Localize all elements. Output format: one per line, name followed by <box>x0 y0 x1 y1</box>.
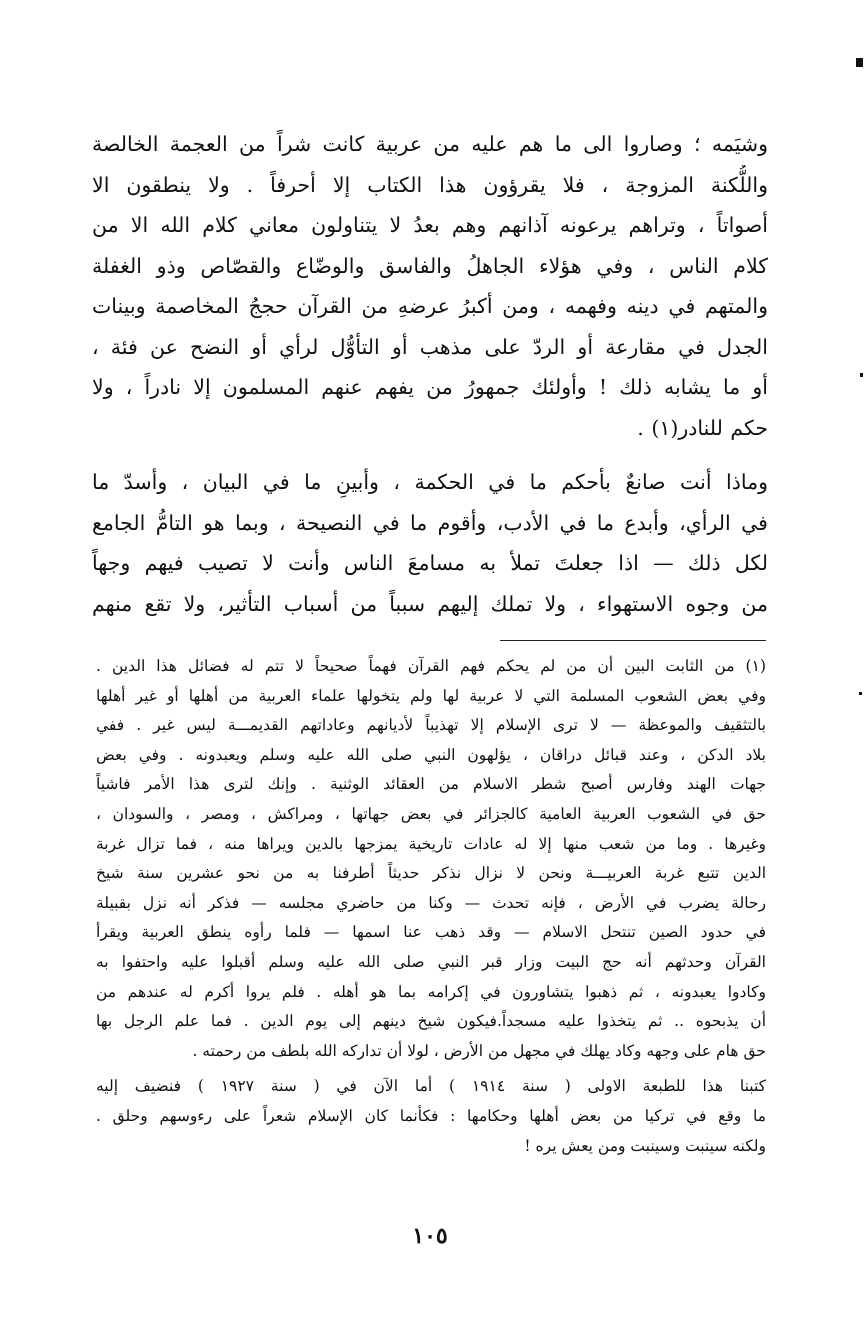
footnote-line: وفي بعض الشعوب المسلمة التي لا عربية لها ولم يتخولها علماء العربية من أهلها أو غير أهلها <box>96 686 766 705</box>
text-line: في الرأي، وأبدع ما في الأدب، وأقوم ما في النصيحة ، وبما هو التامُّ الجامع <box>92 510 768 535</box>
footnote-line: جهات الهند وفارس أصبح شطر الاسلام من العقائد الوثنية . وإنك لترى هذا الأمر فاشياً <box>96 775 766 794</box>
footnote-line: في حدود الصين تنتحل الاسلام — وقد ذهب عنا اسمها — فلما رأوه ينطق العربية ويقرأ <box>96 923 766 942</box>
text-line: وشيَمه ؛ وصاروا الى ما هم عليه من عربية كانت شراً من العجمة الخالصة <box>92 132 768 156</box>
text-line: من وجوه الاستهواء ، ولا تملك إليهم سبباً من أسباب التأثير، ولا تقع منهم <box>92 591 768 616</box>
text-line: أو ما يشابه ذلك ! وأولئك جمهورُ من يفهم عنهم المسلمون إلا نادراً ، ولا <box>92 375 768 399</box>
footnote-line: وغيرها . وما من شعب منها إلا له عادات تاريخية يمزجها بالدين ويراها منه ، فما تزال غربة <box>96 834 766 853</box>
footnote-line: (١) من الثابت البين أن من لم يحكم فهم القرآن فهماً صحيحاً لا تتم له فضائل هذا الدين . <box>96 657 766 675</box>
scan-margin-mark <box>859 692 862 695</box>
footnote-line: ولكنه سينبت وسينبت ومن يعش يره ! <box>524 1136 766 1155</box>
text-line: واللُّكنة المزوجة ، فلا يقرؤون هذا الكتاب إلا أحرفاً . ولا ينطقون الا <box>92 172 768 197</box>
footnote-divider <box>500 640 766 641</box>
footnote-line: القرآن وحدثهم أنه حج البيت وزار قبر النبي صلى الله عليه وسلم أقبلوا عليه واحتفوا به <box>96 952 766 971</box>
footnote-2 <box>96 1072 766 1161</box>
footnote-line: وكادوا يعبدونه ، ثم ذهبوا يتشاورون في إكرامه بما هو أهله . فلم يروا أكرم له عندهم من <box>96 982 766 1001</box>
footnote-line: حق هام على وجهه وكاد يهلك في مجهل من الأرض ، لولا أن تداركه الله بلطف من رحمته . <box>192 1041 766 1060</box>
footnote-line: بلاد الدكن ، وعند قبائل دراقان ، يؤلهون النبي صلى الله عليه وسلم ويعبدونه . وفي بعض <box>96 745 766 764</box>
text-line: أصواتاً ، وتراهم يرعونه آذانهم وهم بعدُ لا يتناولون معاني كلام الله الا من <box>92 213 768 237</box>
text-line: لكل ذلك — اذا جعلتَ تملأ به مسامعَ الناس وأنت لا تصيب فيهم وجهاً <box>92 551 768 575</box>
footnote-line: أن يذبحوه .. ثم يتخذوا عليه مسجداً.فيكون شيخ دينهم إلى يوم الدين . فما علم الرجل بها <box>96 1012 766 1031</box>
footnote-line: بالتثقيف والموعظة — لا ترى الإسلام إلا تهذيباً لأديانهم وعاداتهم القديمـــة ليس غير . ففي <box>96 716 766 735</box>
text-line: الجدل في مقارعة أو الردّ على مذهب أو التأوُّل لرأي أو النضح عن فئة ، <box>92 334 768 359</box>
text-line: وماذا أنت صانعٌ بأحكم ما في الحكمة ، وأبينِ ما في البيان ، وأسدّ ما <box>92 470 768 494</box>
footnotes <box>96 652 766 1161</box>
footnote-1 <box>96 652 766 1066</box>
scan-margin-mark <box>860 373 863 377</box>
footnote-line: كتبنا هذا للطبعة الاولى ( سنة ١٩١٤ ) أما الآن في ( سنة ١٩٢٧ ) فنضيف إليه <box>96 1077 766 1096</box>
text-line: حكم للنادر(١) . <box>637 415 768 440</box>
scan-margin-mark <box>856 58 863 67</box>
text-line: كلام الناس ، وفي هؤلاء الجاهلُ والفاسق والوضّاع والقصّاص وذو الغفلة <box>92 253 768 278</box>
body-paragraph-2 <box>92 462 768 624</box>
page-number: ١٠٥ <box>412 1223 448 1249</box>
footnote-line: حق في الشعوب العربية العامية كالجزائر في بعض جهاتها ، ومراكش ، ومصر ، والسودان ، <box>96 804 766 823</box>
body-paragraph-1 <box>92 124 768 448</box>
text-line: والمتهم في دينه وفهمه ، ومن أكبرُ عرضهِ من القرآن حججُ المخاصمة وبينات <box>92 294 768 318</box>
footnote-line: الدين تتبع غربة العربيـــة ونحن لا نزال نذكر حديثاً أطرفنا به من نحو عشرين سنة شيخ <box>96 864 766 883</box>
footnote-line: رحالة يضرب في الأرض ، فإنه تحدث — وكنا من حاضري مجلسه — فذكر أنه نزل بقبيلة <box>96 893 766 912</box>
footnote-line: ما وقع في تركيا من بعض أهلها وحكامها : فكأنما كان الإسلام شعراً على رءوسهم وحلق . <box>96 1106 766 1125</box>
